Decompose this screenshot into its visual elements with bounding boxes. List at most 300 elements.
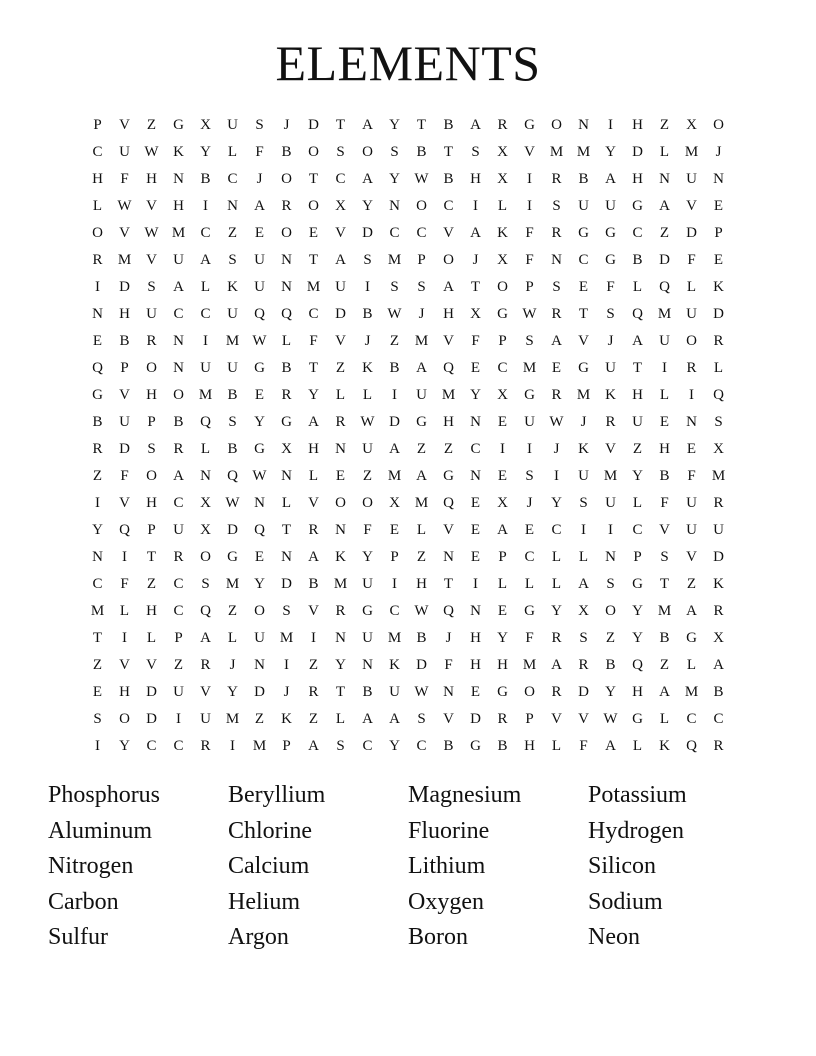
word-list-item: Hydrogen bbox=[588, 817, 684, 844]
grid-letter: L bbox=[200, 441, 211, 457]
grid-letter: M bbox=[225, 333, 240, 349]
grid-letter: Z bbox=[335, 360, 346, 376]
grid-letter: U bbox=[200, 360, 211, 376]
grid-letter: S bbox=[147, 279, 156, 295]
grid-letter: I bbox=[203, 198, 208, 214]
grid-letter: W bbox=[387, 306, 402, 322]
grid-letter: V bbox=[443, 522, 454, 538]
grid-letter: E bbox=[254, 225, 265, 241]
grid-letter: O bbox=[119, 711, 130, 727]
grid-letter: S bbox=[525, 333, 534, 349]
grid-letter: Q bbox=[281, 306, 292, 322]
grid-letter: Y bbox=[551, 495, 562, 511]
grid-letter: V bbox=[335, 333, 346, 349]
word-list-item: Sulfur bbox=[48, 924, 108, 950]
grid-letter: Y bbox=[632, 468, 643, 484]
grid-letter: P bbox=[174, 630, 183, 646]
grid-letter: T bbox=[308, 171, 319, 187]
grid-letter: N bbox=[686, 414, 697, 430]
grid-letter: U bbox=[578, 468, 589, 484]
grid-letter: U bbox=[605, 360, 616, 376]
grid-letter: J bbox=[418, 306, 425, 322]
grid-letter: K bbox=[605, 387, 616, 403]
grid-letter: B bbox=[443, 171, 454, 187]
grid-letter: W bbox=[225, 495, 240, 511]
grid-letter: G bbox=[578, 360, 589, 376]
grid-letter: C bbox=[173, 576, 184, 592]
grid-letter: R bbox=[308, 522, 319, 538]
word-list-item: Nitrogen bbox=[48, 853, 134, 879]
grid-letter: N bbox=[551, 252, 562, 268]
grid-letter: H bbox=[632, 171, 643, 187]
grid-letter: M bbox=[684, 144, 699, 160]
grid-letter: C bbox=[497, 360, 508, 376]
grid-letter: C bbox=[335, 171, 346, 187]
grid-letter: L bbox=[686, 279, 697, 295]
grid-letter: B bbox=[497, 738, 508, 754]
grid-letter: L bbox=[632, 738, 643, 754]
grid-letter: F bbox=[660, 495, 669, 511]
grid-letter: R bbox=[146, 333, 157, 349]
grid-letter: J bbox=[715, 144, 722, 160]
grid-letter: Y bbox=[632, 630, 643, 646]
grid-letter: M bbox=[522, 360, 537, 376]
grid-letter: A bbox=[551, 333, 562, 349]
grid-letter: K bbox=[578, 441, 589, 457]
grid-letter: A bbox=[551, 657, 562, 673]
grid-letter: T bbox=[335, 117, 346, 133]
grid-letter: T bbox=[92, 630, 103, 646]
grid-letter: P bbox=[633, 549, 642, 565]
grid-letter: X bbox=[200, 117, 211, 133]
grid-letter: O bbox=[686, 333, 697, 349]
grid-letter: S bbox=[336, 144, 345, 160]
grid-letter: Z bbox=[92, 468, 103, 484]
grid-letter: G bbox=[632, 576, 643, 592]
grid-letter: D bbox=[470, 711, 481, 727]
grid-letter: Y bbox=[632, 603, 643, 619]
word-list-item: Neon bbox=[588, 924, 640, 950]
grid-letter: U bbox=[335, 279, 346, 295]
grid-letter: A bbox=[362, 711, 373, 727]
grid-letter: I bbox=[473, 198, 478, 214]
grid-letter: H bbox=[443, 306, 454, 322]
grid-letter: O bbox=[173, 387, 184, 403]
grid-letter: Y bbox=[470, 387, 481, 403]
grid-letter: M bbox=[711, 468, 726, 484]
word-list-item: Beryllium bbox=[228, 782, 326, 808]
grid-letter: Y bbox=[362, 198, 373, 214]
grid-letter: O bbox=[362, 144, 373, 160]
grid-letter: C bbox=[200, 306, 211, 322]
grid-letter: P bbox=[120, 360, 129, 376]
grid-letter: R bbox=[713, 333, 724, 349]
grid-letter: B bbox=[659, 468, 670, 484]
grid-letter: F bbox=[687, 252, 696, 268]
grid-letter: B bbox=[362, 306, 373, 322]
grid-letter: E bbox=[551, 360, 562, 376]
grid-letter: P bbox=[525, 279, 534, 295]
grid-letter: Q bbox=[92, 360, 103, 376]
grid-letter: G bbox=[92, 387, 103, 403]
grid-letter: Z bbox=[686, 576, 697, 592]
grid-letter: L bbox=[119, 603, 130, 619]
grid-letter: U bbox=[686, 306, 697, 322]
grid-letter: G bbox=[605, 252, 616, 268]
grid-letter: V bbox=[686, 198, 697, 214]
grid-letter: E bbox=[92, 684, 103, 700]
grid-letter: V bbox=[524, 144, 535, 160]
grid-letter: E bbox=[389, 522, 400, 538]
grid-letter: Q bbox=[443, 360, 454, 376]
grid-letter: H bbox=[146, 171, 157, 187]
grid-letter: U bbox=[119, 144, 130, 160]
grid-letter: A bbox=[362, 171, 373, 187]
grid-letter: I bbox=[122, 630, 127, 646]
grid-letter: D bbox=[227, 522, 238, 538]
grid-letter: R bbox=[92, 441, 103, 457]
grid-letter: D bbox=[713, 306, 724, 322]
grid-letter: A bbox=[173, 468, 184, 484]
grid-letter: Q bbox=[443, 603, 454, 619]
grid-letter: D bbox=[335, 306, 346, 322]
grid-letter: M bbox=[414, 333, 429, 349]
grid-letter: U bbox=[632, 414, 643, 430]
grid-letter: Y bbox=[389, 171, 400, 187]
grid-letter: Q bbox=[200, 603, 211, 619]
grid-letter: Q bbox=[200, 414, 211, 430]
grid-letter: N bbox=[92, 306, 103, 322]
grid-letter: S bbox=[363, 252, 372, 268]
grid-letter: A bbox=[659, 198, 670, 214]
grid-letter: A bbox=[335, 252, 346, 268]
word-list-item: Argon bbox=[228, 924, 289, 950]
grid-letter: U bbox=[713, 522, 724, 538]
grid-letter: G bbox=[497, 684, 508, 700]
grid-letter: I bbox=[554, 468, 559, 484]
grid-letter: O bbox=[443, 252, 454, 268]
grid-letter: Z bbox=[389, 333, 400, 349]
grid-letter: Y bbox=[551, 603, 562, 619]
word-list-item: Silicon bbox=[588, 853, 657, 879]
grid-letter: Q bbox=[659, 279, 670, 295]
grid-letter: F bbox=[120, 468, 129, 484]
grid-letter: M bbox=[576, 387, 591, 403]
grid-letter: G bbox=[578, 225, 589, 241]
grid-letter: T bbox=[416, 117, 427, 133]
grid-letter: M bbox=[306, 279, 321, 295]
grid-letter: E bbox=[254, 387, 265, 403]
grid-letter: R bbox=[551, 630, 562, 646]
grid-letter: L bbox=[335, 387, 346, 403]
grid-letter: U bbox=[146, 306, 157, 322]
grid-letter: W bbox=[252, 468, 267, 484]
grid-letter: E bbox=[497, 603, 508, 619]
grid-letter: D bbox=[632, 144, 643, 160]
grid-letter: N bbox=[389, 198, 400, 214]
grid-letter: A bbox=[200, 252, 211, 268]
grid-letter: Z bbox=[146, 576, 157, 592]
grid-letter: B bbox=[281, 144, 292, 160]
grid-letter: F bbox=[525, 252, 534, 268]
grid-letter: M bbox=[90, 603, 105, 619]
grid-letter: C bbox=[389, 225, 400, 241]
grid-letter: N bbox=[443, 684, 454, 700]
grid-letter: Z bbox=[659, 225, 670, 241]
grid-letter: Y bbox=[200, 144, 211, 160]
grid-letter: U bbox=[686, 171, 697, 187]
grid-letter: E bbox=[497, 468, 508, 484]
grid-letter: S bbox=[201, 576, 210, 592]
grid-letter: Z bbox=[416, 441, 427, 457]
grid-letter: H bbox=[173, 198, 184, 214]
grid-letter: S bbox=[552, 279, 561, 295]
grid-letter: T bbox=[146, 549, 157, 565]
grid-letter: O bbox=[200, 549, 211, 565]
grid-letter: I bbox=[392, 387, 397, 403]
grid-letter: V bbox=[308, 603, 319, 619]
grid-letter: W bbox=[252, 333, 267, 349]
grid-letter: L bbox=[416, 522, 427, 538]
grid-letter: K bbox=[659, 738, 670, 754]
grid-letter: J bbox=[283, 117, 290, 133]
grid-letter: Z bbox=[362, 468, 373, 484]
grid-letter: A bbox=[389, 441, 400, 457]
grid-letter: U bbox=[227, 117, 238, 133]
grid-letter: F bbox=[606, 279, 615, 295]
grid-letter: O bbox=[497, 279, 508, 295]
grid-letter: S bbox=[147, 441, 156, 457]
grid-letter: I bbox=[122, 549, 127, 565]
grid-letter: O bbox=[281, 171, 292, 187]
grid-letter: G bbox=[362, 603, 373, 619]
grid-letter: A bbox=[389, 711, 400, 727]
grid-letter: D bbox=[659, 252, 670, 268]
grid-letter: U bbox=[362, 441, 373, 457]
grid-letter: W bbox=[414, 171, 429, 187]
grid-letter: U bbox=[362, 576, 373, 592]
grid-letter: L bbox=[578, 549, 589, 565]
grid-letter: F bbox=[255, 144, 264, 160]
grid-letter: L bbox=[335, 711, 346, 727]
grid-letter: A bbox=[308, 549, 319, 565]
grid-letter: I bbox=[608, 117, 613, 133]
grid-letter: H bbox=[632, 117, 643, 133]
grid-letter: G bbox=[524, 603, 535, 619]
grid-letter: A bbox=[659, 684, 670, 700]
grid-letter: V bbox=[200, 684, 211, 700]
grid-letter: Y bbox=[362, 549, 373, 565]
grid-letter: K bbox=[713, 576, 724, 592]
grid-letter: C bbox=[632, 225, 643, 241]
grid-letter: G bbox=[497, 306, 508, 322]
grid-letter: N bbox=[578, 117, 589, 133]
grid-letter: B bbox=[605, 657, 616, 673]
grid-letter: L bbox=[659, 711, 670, 727]
grid-letter: N bbox=[254, 495, 265, 511]
grid-letter: X bbox=[497, 252, 508, 268]
grid-letter: Y bbox=[254, 576, 265, 592]
grid-letter: R bbox=[713, 738, 724, 754]
grid-letter: R bbox=[713, 495, 724, 511]
grid-letter: A bbox=[254, 198, 265, 214]
grid-letter: N bbox=[443, 549, 454, 565]
grid-letter: H bbox=[146, 495, 157, 511]
grid-letter: H bbox=[470, 171, 481, 187]
grid-letter: V bbox=[119, 387, 130, 403]
grid-letter: R bbox=[173, 549, 184, 565]
grid-letter: T bbox=[281, 522, 292, 538]
grid-letter: E bbox=[470, 522, 481, 538]
grid-letter: F bbox=[120, 576, 129, 592]
grid-letter: R bbox=[335, 603, 346, 619]
grid-letter: Q bbox=[686, 738, 697, 754]
grid-letter: B bbox=[227, 441, 238, 457]
grid-letter: N bbox=[281, 252, 292, 268]
grid-letter: S bbox=[525, 468, 534, 484]
grid-letter: A bbox=[416, 360, 427, 376]
word-list-item: Lithium bbox=[408, 853, 486, 879]
grid-letter: U bbox=[362, 630, 373, 646]
grid-letter: O bbox=[281, 225, 292, 241]
grid-letter: O bbox=[146, 468, 157, 484]
grid-letter: A bbox=[443, 279, 454, 295]
grid-letter: F bbox=[471, 333, 480, 349]
grid-letter: O bbox=[335, 495, 346, 511]
grid-letter: S bbox=[336, 738, 345, 754]
grid-letter: N bbox=[254, 657, 265, 673]
grid-letter: H bbox=[470, 657, 481, 673]
grid-letter: E bbox=[470, 684, 481, 700]
grid-letter: I bbox=[581, 522, 586, 538]
grid-letter: C bbox=[551, 522, 562, 538]
grid-letter: I bbox=[230, 738, 235, 754]
grid-letter: B bbox=[119, 333, 130, 349]
grid-letter: B bbox=[308, 576, 319, 592]
grid-letter: Y bbox=[335, 657, 346, 673]
grid-letter: Y bbox=[389, 738, 400, 754]
grid-letter: E bbox=[308, 225, 319, 241]
grid-letter: G bbox=[632, 711, 643, 727]
grid-letter: X bbox=[686, 117, 697, 133]
grid-letter: A bbox=[605, 171, 616, 187]
word-list-item: Phosphorus bbox=[48, 782, 161, 808]
grid-letter: L bbox=[308, 468, 319, 484]
grid-letter: I bbox=[473, 576, 478, 592]
grid-letter: O bbox=[308, 144, 319, 160]
grid-letter: N bbox=[470, 414, 481, 430]
word-list-item: Aluminum bbox=[48, 817, 153, 844]
grid-letter: W bbox=[117, 198, 132, 214]
grid-letter: L bbox=[551, 738, 562, 754]
grid-letter: O bbox=[308, 198, 319, 214]
grid-letter: D bbox=[146, 711, 157, 727]
grid-letter: A bbox=[200, 630, 211, 646]
grid-letter: D bbox=[119, 441, 130, 457]
grid-letter: H bbox=[92, 171, 103, 187]
grid-letter: U bbox=[254, 279, 265, 295]
grid-letter: G bbox=[416, 414, 427, 430]
grid-letter: N bbox=[335, 441, 346, 457]
grid-letter: G bbox=[524, 117, 535, 133]
grid-letter: L bbox=[227, 630, 238, 646]
grid-letter: M bbox=[333, 576, 348, 592]
grid-letter: M bbox=[576, 144, 591, 160]
grid-letter: V bbox=[119, 495, 130, 511]
grid-letter: S bbox=[606, 576, 615, 592]
grid-letter: E bbox=[713, 198, 724, 214]
grid-letter: V bbox=[119, 117, 130, 133]
grid-letter: Z bbox=[659, 117, 670, 133]
grid-letter: O bbox=[362, 495, 373, 511]
grid-letter: A bbox=[362, 117, 373, 133]
grid-letter: U bbox=[173, 252, 184, 268]
grid-letter: C bbox=[632, 522, 643, 538]
grid-letter: K bbox=[335, 549, 346, 565]
grid-letter: N bbox=[281, 468, 292, 484]
grid-letter: Z bbox=[92, 657, 103, 673]
grid-letter: N bbox=[281, 549, 292, 565]
grid-letter: Q bbox=[443, 495, 454, 511]
grid-letter: S bbox=[390, 279, 399, 295]
grid-letter: S bbox=[714, 414, 723, 430]
grid-letter: S bbox=[579, 495, 588, 511]
grid-letter: K bbox=[713, 279, 724, 295]
grid-letter: E bbox=[92, 333, 103, 349]
word-list bbox=[48, 778, 788, 956]
grid-letter: V bbox=[551, 711, 562, 727]
grid-letter: N bbox=[335, 522, 346, 538]
grid-letter: L bbox=[281, 333, 292, 349]
grid-letter: H bbox=[524, 738, 535, 754]
grid-letter: U bbox=[605, 495, 616, 511]
grid-letter: J bbox=[256, 171, 263, 187]
grid-letter: O bbox=[605, 603, 616, 619]
grid-letter: Z bbox=[632, 441, 643, 457]
grid-letter: E bbox=[470, 549, 481, 565]
grid-letter: R bbox=[551, 225, 562, 241]
grid-letter: P bbox=[417, 252, 426, 268]
grid-letter: O bbox=[254, 603, 265, 619]
grid-letter: C bbox=[362, 738, 373, 754]
grid-letter: H bbox=[119, 306, 130, 322]
grid-letter: P bbox=[525, 711, 534, 727]
grid-letter: G bbox=[254, 441, 265, 457]
grid-letter: R bbox=[551, 387, 562, 403]
grid-letter: W bbox=[414, 684, 429, 700]
grid-letter: Q bbox=[119, 522, 130, 538]
grid-letter: B bbox=[173, 414, 184, 430]
grid-letter: A bbox=[173, 279, 184, 295]
word-list-item: Chlorine bbox=[228, 817, 312, 844]
grid-letter: D bbox=[362, 225, 373, 241]
grid-letter: A bbox=[578, 576, 589, 592]
grid-letter: X bbox=[497, 144, 508, 160]
grid-letter: V bbox=[146, 252, 157, 268]
grid-letter: N bbox=[659, 171, 670, 187]
grid-letter: X bbox=[497, 171, 508, 187]
grid-letter: J bbox=[580, 414, 587, 430]
grid-letter: I bbox=[608, 522, 613, 538]
grid-letter: K bbox=[497, 225, 508, 241]
grid-letter: O bbox=[551, 117, 562, 133]
grid-letter: Q bbox=[227, 468, 238, 484]
grid-letter: N bbox=[470, 468, 481, 484]
grid-letter: T bbox=[443, 576, 454, 592]
grid-letter: Q bbox=[713, 387, 724, 403]
grid-letter: S bbox=[579, 630, 588, 646]
grid-letter: X bbox=[578, 603, 589, 619]
